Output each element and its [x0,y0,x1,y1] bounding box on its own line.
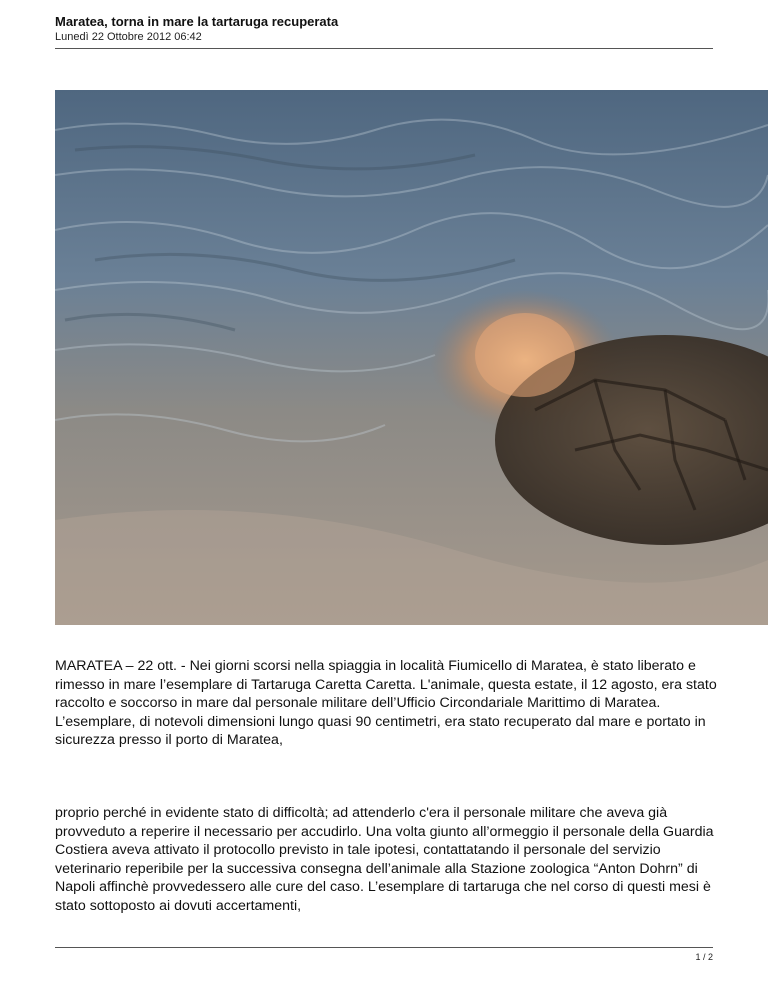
footer-divider [55,947,713,948]
sea-turtle-photo [55,90,768,625]
article-photo [55,90,768,625]
article-paragraph-1: MARATEA – 22 ott. - Nei giorni scorsi nella spiaggia in località Fiumicello di Maratea, è stato liberato e rimesso in mare l’esemplare di Tartaruga Caretta Caretta. L'animale, questa estate, il 12 agosto, era stato raccolto e soccorso in mare dal personale militare dell’Ufficio Circondariale Marittimo di Maratea. L’esemplare, di notevoli dimensioni lungo quasi 90 centimetri, era stato recuperato dal mare e portato in sicurezza presso il porto di Maratea, [55,658,717,748]
page-header [55,14,713,44]
publish-date: Lunedì 22 Ottobre 2012 06:42 [55,31,202,43]
page-title: Maratea, torna in mare la tartaruga recuperata [55,14,339,29]
page-number: 1 / 2 [695,952,713,962]
article-paragraph-2: proprio perché in evidente stato di difficoltà; ad attenderlo c'era il personale militare che aveva già provveduto a reperire il necessario per accudirlo. Una volta giunto all’ormeggio il personale della Guardia Costiera aveva attivato il protocollo previsto in tale ipotesi, contattatando il personale del servizio veterinario reperibile per la successiva consegna dell’animale alla Stazione zoologica “Anton Dohrn” di Napoli affinchè provvedessero alle cure del caso. L’esemplare di tartaruga che nel corso di questi mesi è stato sottoposto ai dovuti accertamenti, [55,805,714,914]
header-divider [55,48,713,49]
